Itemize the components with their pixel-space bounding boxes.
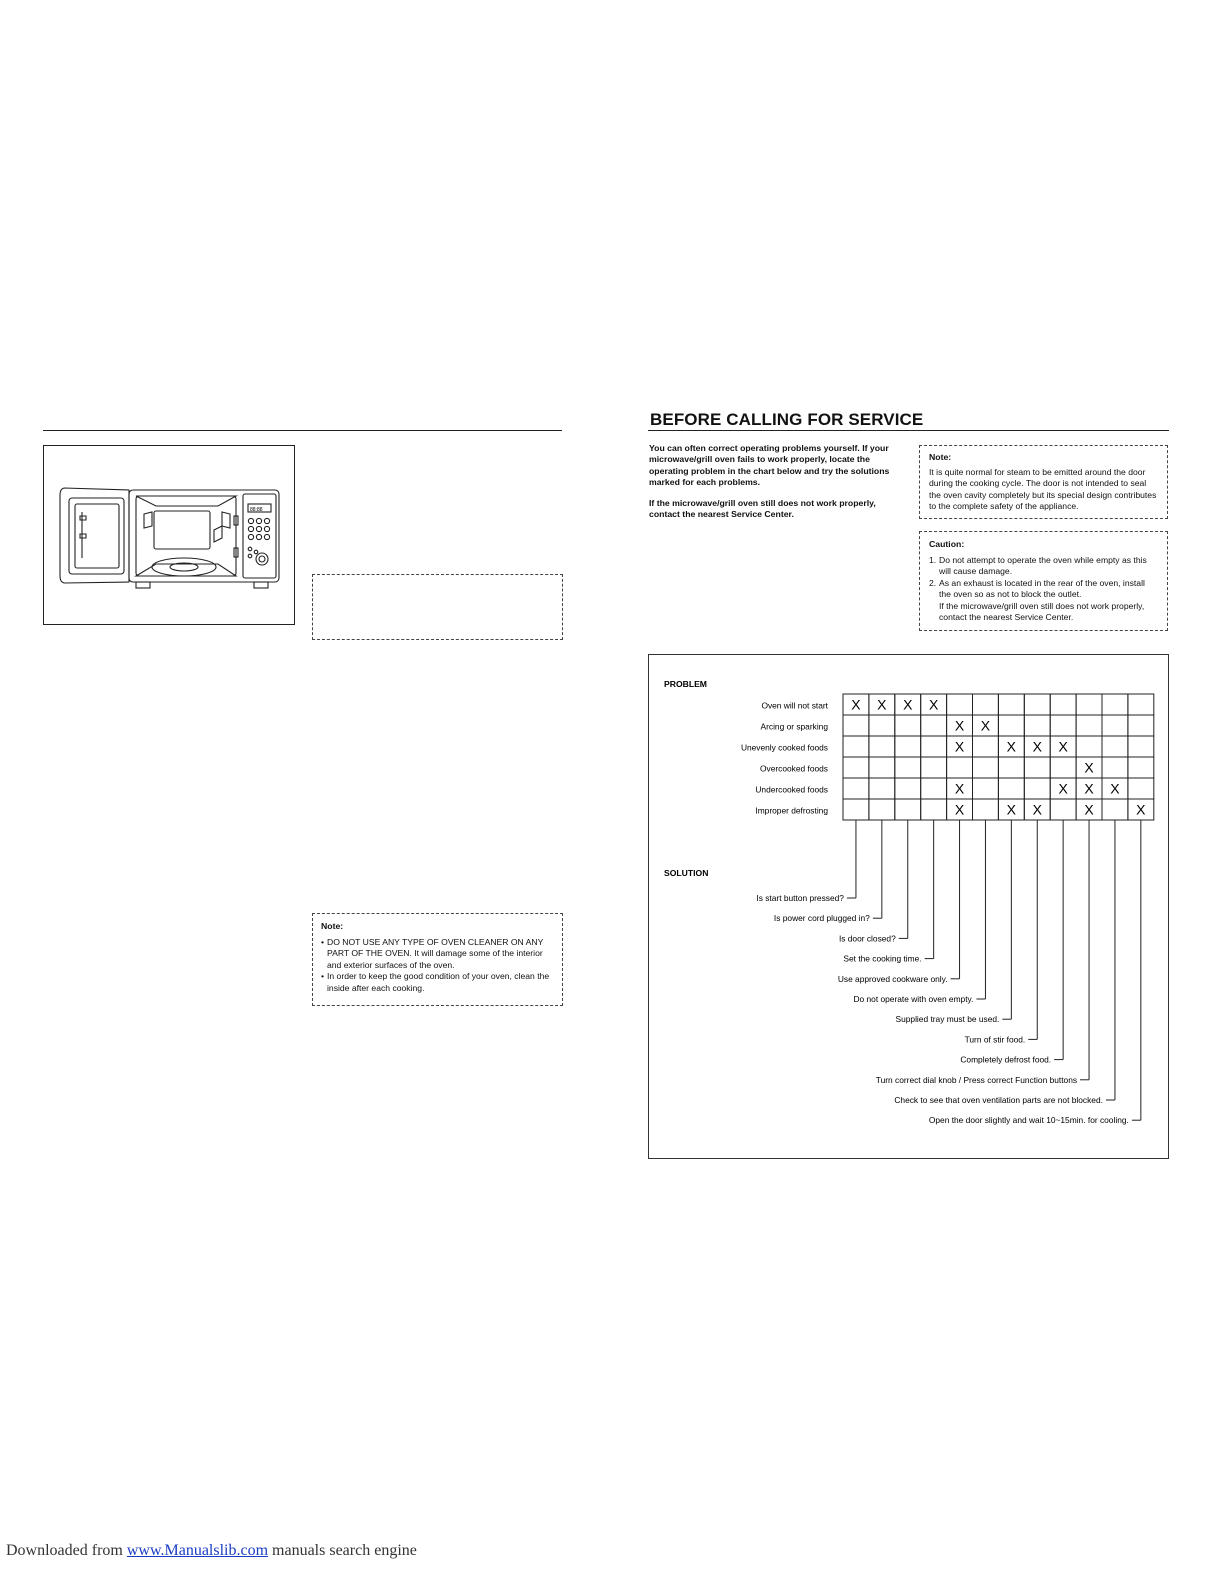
grid-cell [947,757,973,778]
grid-cell [998,694,1024,715]
page-title: BEFORE CALLING FOR SERVICE [650,410,924,429]
problem-label: Arcing or sparking [760,721,828,732]
grid-cell [1128,736,1154,757]
solution-label: Use approved cookware only. [837,973,948,984]
x-mark: X [980,717,991,734]
grid-cell [1128,715,1154,736]
problem-label: Overcooked foods [760,763,828,774]
x-mark: X [1084,801,1094,818]
caution-item-2: As an exhaust is located in the rear of the oven, install the oven so as not to block the outlet. [939,577,1145,600]
troubleshooting-chart-svg [649,655,1168,1158]
solution-label: Is door closed? [838,933,896,944]
grid-cell [1050,694,1076,715]
x-mark: X [1006,801,1017,818]
grid-cell [998,778,1024,799]
solution-label: Is start button pressed? [756,893,844,903]
grid-cell [1102,715,1128,736]
right-top-rule [648,430,1169,431]
x-mark: X [954,738,965,755]
grid-cell [843,778,869,799]
grid-cell [921,757,947,778]
caution-item-3: If the microwave/grill oven still does not work properly, contact the nearest Service Center. [939,600,1145,623]
grid-cell [1128,778,1154,799]
grid-cell [1024,694,1050,715]
left-note-bullet-2: In order to keep the good condition of your oven, clean the inside after each cooking. [327,971,550,993]
microwave-illustration [43,445,295,625]
left-note-heading: Note: [321,921,344,931]
grid-cell [869,736,895,757]
grid-cell [973,799,999,820]
problem-label: Unevenly cooked foods [740,742,828,753]
x-mark: X [954,780,965,797]
grid-cell [1050,799,1076,820]
caution-item-1: Do not attempt to operate the oven while empty as this will cause damage. [939,555,1147,577]
left-top-rule [43,430,562,431]
problem-label: Undercooked foods [755,784,828,795]
problem-label: Improper defrosting [755,805,828,816]
footer [6,1542,417,1560]
solution-label: Completely defrost food. [960,1054,1052,1065]
grid-cell [843,715,869,736]
x-mark: X [1058,738,1068,755]
x-mark: X [1032,738,1042,755]
right-note-heading: Note: [929,452,952,462]
left-note-bullet-1: DO NOT USE ANY TYPE OF OVEN CLEANER ON ANY PART OF THE OVEN. It will damage some of the interior and exterior surfaces of the oven. [327,937,544,970]
x-mark: X [1136,801,1146,818]
intro-paragraph-1: You can often correct operating problems yourself. If your microwave/grill oven fails to work properly, locate the operating problem in the chart below and try the solutions marked for each problems. [649,443,890,488]
solution-label: Check to see that oven ventilation parts are not blocked. [894,1095,1103,1105]
microwave-oven-icon [44,446,294,624]
caution-number: 1. [929,555,937,565]
grid-cell [1024,715,1050,736]
grid-cell [973,778,999,799]
grid-cell [1076,715,1102,736]
grid-cell [947,694,973,715]
grid-cell [869,715,895,736]
grid-cell [869,799,895,820]
grid-cell [1024,778,1050,799]
caution-box [919,531,1168,631]
grid-cell [1076,736,1102,757]
grid-cell [921,778,947,799]
solution-label: Is power cord plugged in? [773,913,870,924]
grid-cell [1128,694,1154,715]
x-mark: X [1084,780,1094,797]
grid-cell [921,715,947,736]
x-mark: X [1006,738,1017,755]
grid-cell [998,715,1024,736]
grid-cell [998,757,1024,778]
footer-suffix: manuals search engine [268,1542,417,1559]
grid-cell [843,736,869,757]
grid-cell [1050,715,1076,736]
problem-heading: PROBLEM [664,679,707,689]
solution-label: Supplied tray must be used. [895,1014,1000,1025]
grid-cell [843,757,869,778]
grid-cell [1102,799,1128,820]
grid-cell [843,799,869,820]
grid-cell [869,757,895,778]
x-mark: X [954,801,965,818]
solution-label: Do not operate with oven empty. [853,994,974,1004]
grid-cell [1128,757,1154,778]
grid-cell [895,715,921,736]
caution-number: 2. [929,577,937,588]
x-mark: X [851,696,861,713]
x-mark: X [928,696,939,713]
x-mark: X [903,696,913,713]
intro-paragraph-2: If the microwave/grill oven still does not work properly, contact the nearest Service Center. [649,498,876,520]
grid-cell [1102,736,1128,757]
manualslib-link[interactable]: www.Manualslib.com [126,1542,269,1559]
problem-label: Oven will not start [761,700,828,711]
solution-label: Turn correct dial knob / Press correct Function buttons [875,1074,1078,1085]
x-mark: X [1084,759,1094,776]
bullet-icon: • [321,971,325,982]
grid-cell [1102,694,1128,715]
display-readout: 88:88 [250,507,263,513]
grid-cell [895,778,921,799]
bullet-icon: • [321,937,325,947]
solution-label: Set the cooking time. [843,953,922,964]
grid-cell [869,778,895,799]
x-mark: X [1058,780,1068,797]
grid-cell [973,757,999,778]
solution-label: Open the door slightly and wait 10~15min. for cooling. [928,1115,1129,1126]
right-note-box [919,445,1168,519]
grid-cell [895,757,921,778]
caution-heading: Caution: [929,539,965,549]
grid-cell [973,736,999,757]
grid-cell [921,736,947,757]
grid-cell [1102,757,1128,778]
x-mark: X [1110,780,1120,797]
grid-cell [895,799,921,820]
right-note-text: It is quite normal for steam to be emitted around the door during the cooking cycle. The door is not intended to seal the oven cavity completely but its special design contributes to the complete safety of the appliance. [929,467,1157,512]
solution-heading: SOLUTION [664,868,709,878]
footer-prefix: Downloaded from [6,1542,127,1559]
left-empty-callout [312,574,563,640]
solution-label: Turn of stir food. [964,1034,1026,1045]
grid-cell [973,694,999,715]
grid-cell [895,736,921,757]
x-mark: X [954,717,965,734]
x-mark: X [1032,801,1042,818]
grid-cell [1050,757,1076,778]
troubleshooting-chart [648,654,1169,1159]
x-mark: X [877,696,887,713]
left-note-box [312,913,563,1006]
grid-cell [1024,757,1050,778]
grid-cell [921,799,947,820]
grid-cell [1076,694,1102,715]
